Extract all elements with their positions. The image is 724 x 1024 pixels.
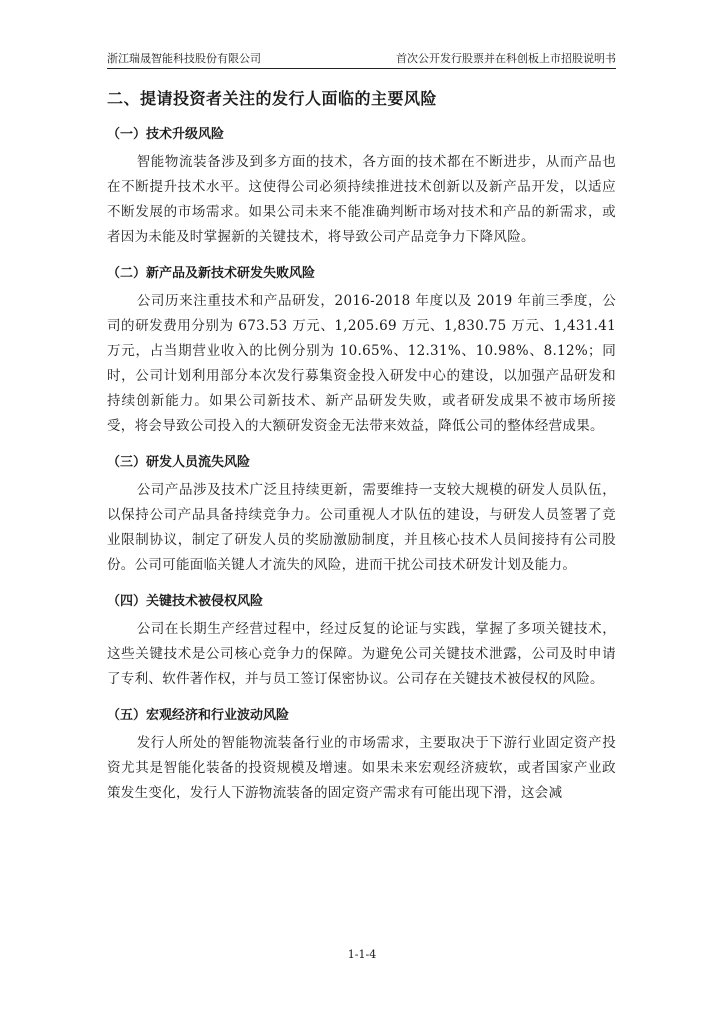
main-title: 二、提请投资者关注的发行人面临的主要风险 — [107, 89, 438, 108]
section-staff-loss — [107, 451, 616, 578]
page-number: 1-1-4 — [347, 948, 377, 961]
section-title: （五）宏观经济和行业波动风险 — [107, 708, 290, 723]
section-tech-upgrade — [107, 123, 616, 250]
section-body: 智能物流装备涉及到多方面的技术，各方面的技术都在不断进步，从而产品也在不断提升技术水平。这使得公司必须持续推进技术创新以及新产品开发，以适应不断发展的市场需求。如果公司未来不能准确判断市场对技术和产品的新需求，或者因为未能及时掌握新的关键技术，将导致公司产品竞争力下降风险。 — [107, 154, 616, 245]
section-macro-risk — [107, 704, 616, 806]
section-title: （四）关键技术被侵权风险 — [107, 594, 264, 609]
section-body: 公司在长期生产经营过程中，经过反复的论证与实践，掌握了多项关键技术，这些关键技术是公司核心竞争力的保障。为避免公司关键技术泄露，公司及时申请了专利、软件著作权，并与员工签订保密协议。公司存在关键技术被侵权的风险。 — [107, 621, 616, 687]
section-rd-failure — [107, 262, 616, 439]
section-title: （三）研发人员流失风险 — [107, 455, 251, 470]
page-content — [107, 86, 616, 818]
section-body: 发行人所处的智能物流装备行业的市场需求，主要取决于下游行业固定资产投资尤其是智能化装备的投资规模及增速。如果未来宏观经济疲软，或者国家产业政策发生变化，发行人下游物流装备的固定资产需求有可能出现下滑，这会减 — [107, 735, 616, 801]
section-title: （二）新产品及新技术研发失败风险 — [107, 266, 316, 281]
header-company: 浙江瑞晟智能科技股份有限公司 — [107, 52, 261, 65]
section-title: （一）技术升级风险 — [107, 127, 225, 142]
section-body: 公司历来注重技术和产品研发，2016-2018 年度以及 2019 年前三季度，公司的研发费用分别为 673.53 万元、1,205.69 万元、1,830.75 万元、1,431.41 万元，占当期营业收入的比例分别为 10.65%、12.31%、10.98%、8.12%；同时，公司计划利用部分本次发行募集资金投入研发中心的建设，以加强产品研发和持续创新能力。如果公司新技术、新产品研发失败，或者研发成果不被市场所接受，将会导致公司投入的大额研发资金无法带来效益，降低公司的整体经营成果。 — [107, 293, 616, 434]
header-doc-title: 首次公开发行股票并在科创板上市招股说明书 — [396, 52, 616, 65]
page-header — [107, 48, 616, 69]
section-ip-infringement — [107, 590, 616, 692]
section-body: 公司产品涉及技术广泛且持续更新，需要维持一支较大规模的研发人员队伍，以保持公司产品具备持续竞争力。公司重视人才队伍的建设，与研发人员签署了竞业限制协议，制定了研发人员的奖励激励制度，并且核心技术人员间接持有公司股份。公司可能面临关键人才流失的风险，进而干扰公司技术研发计划及能力。 — [107, 482, 616, 573]
